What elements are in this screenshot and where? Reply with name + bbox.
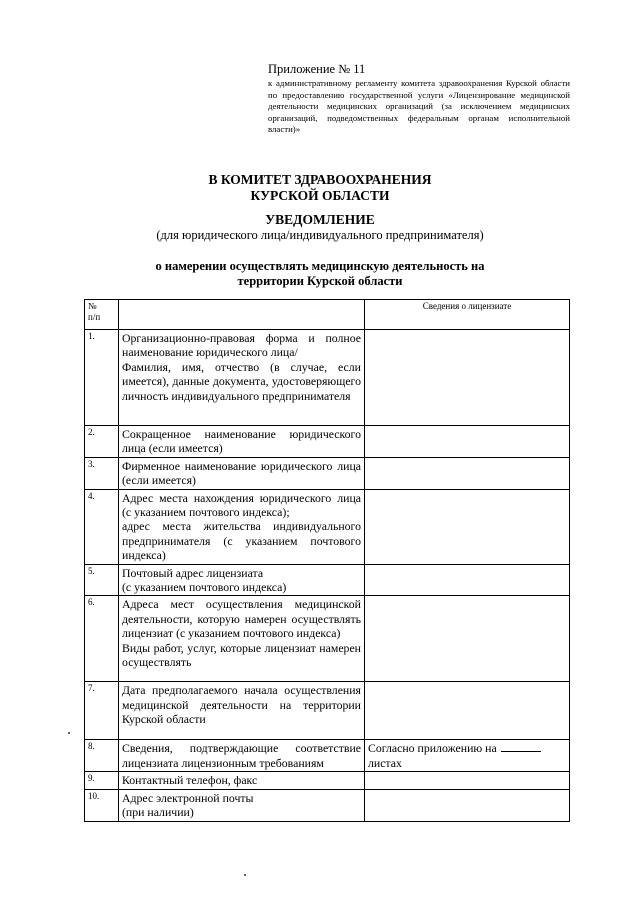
header-number [85,300,119,330]
appendix-title: Приложение № 11 [268,62,366,76]
row-value[interactable] [365,740,570,772]
row-label [119,330,365,426]
intent-line-2: территории Курской области [237,274,403,288]
header-blank [119,300,365,330]
row-label-part: Адрес места нахождения юридического лица (с указанием почтового индекса); [122,490,361,520]
row-label [119,682,365,740]
row-value[interactable] [365,564,570,596]
row-label [119,489,365,564]
row-value-tail: листах [368,755,402,770]
header-licensee-info: Сведения о лицензиате [365,300,570,330]
row-label [119,564,365,596]
table-row [85,489,570,564]
table-row [85,682,570,740]
row-label [119,740,365,772]
header-number-line-1: № [88,301,97,311]
table-header-row [85,300,570,330]
row-label [119,772,365,789]
row-value[interactable] [365,682,570,740]
row-label-part: Организационно-правовая форма и полное наименование юридического лица/ [122,331,361,360]
table-row [85,740,570,772]
row-label-part: (при наличии) [122,805,194,820]
row-value-text: Согласно приложению на [368,741,497,756]
intent-heading [0,259,640,289]
row-label [119,789,365,821]
recipient-line-1: В КОМИТЕТ ЗДРАВООХРАНЕНИЯ [208,172,432,187]
row-number: 9. [85,772,119,789]
appendix-subtitle: к административному регламенту комитета здравоохранения Курской области по предоставлению государственной услуги «Лицензирование медицинской деятельности медицинских организаций (за исключением медицинских организаций, подведомственных федеральным органам исполнительной власти)» [268,78,570,135]
row-label [119,596,365,682]
table-row [85,789,570,821]
table-row [85,564,570,596]
row-label-part: адрес места жительства индивидуального предпринимателя (с указанием почтового индекса) [122,519,361,563]
row-label-part: Дата предполагаемого начала осуществления медицинской деятельности на территории Курской области [122,683,361,727]
row-value[interactable] [365,457,570,489]
appendix-block [268,62,570,136]
row-label-part: (с указанием почтового индекса) [122,580,287,595]
intent-line-1: о намерении осуществлять медицинскую деятельность на [155,259,485,273]
row-label-part: Адрес электронной почты [122,790,254,805]
table-row [85,596,570,682]
row-number: 3. [85,457,119,489]
recipient-line-2: КУРСКОЙ ОБЛАСТИ [250,188,390,203]
row-label-part: Адреса мест осуществления медицинской деятельности, которую намерен осуществлять лицензиат (с указанием почтового индекса) [122,597,361,641]
row-number: 1. [85,330,119,426]
row-number: 4. [85,489,119,564]
scan-speck [244,874,246,876]
row-number: 6. [85,596,119,682]
sheet-count-blank[interactable] [501,750,541,752]
table-row [85,330,570,426]
row-label [119,457,365,489]
row-value[interactable] [365,596,570,682]
table-row [85,426,570,458]
row-label-part: Фирменное наименование юридического лица (если имеется) [122,458,361,488]
row-label-part: Почтовый адрес лицензиата [122,565,264,580]
row-number: 8. [85,740,119,772]
row-number: 5. [85,564,119,596]
notice-title: УВЕДОМЛЕНИЕ [265,212,375,227]
row-value[interactable] [365,772,570,789]
row-label-part: Сведения, подтверждающие соответствие лицензиата лицензионным требованиям [122,741,361,770]
table-row [85,772,570,789]
header-number-line-2: п/п [88,312,101,322]
row-label-part: Сокращенное наименование юридического лица (если имеется) [122,427,361,456]
row-label-part: Контактный телефон, факс [122,773,258,788]
row-label [119,426,365,458]
row-number: 2. [85,426,119,458]
notice-subtitle: (для юридического лица/индивидуального предпринимателя) [156,228,484,242]
scan-speck [68,732,70,734]
row-label-part: Фамилия, имя, отчество (в случае, если имеется), данные документа, удостоверяющего личность индивидуального предпринимателя [122,359,361,403]
row-value[interactable] [365,426,570,458]
table-row [85,457,570,489]
row-label-part: Виды работ, услуг, которые лицензиат намерен осуществлять [122,640,361,670]
row-number: 7. [85,682,119,740]
row-value[interactable] [365,489,570,564]
row-number: 10. [85,789,119,821]
row-value[interactable] [365,330,570,426]
row-value[interactable] [365,789,570,821]
notice-form-table [84,299,570,822]
recipient-heading [0,172,640,204]
